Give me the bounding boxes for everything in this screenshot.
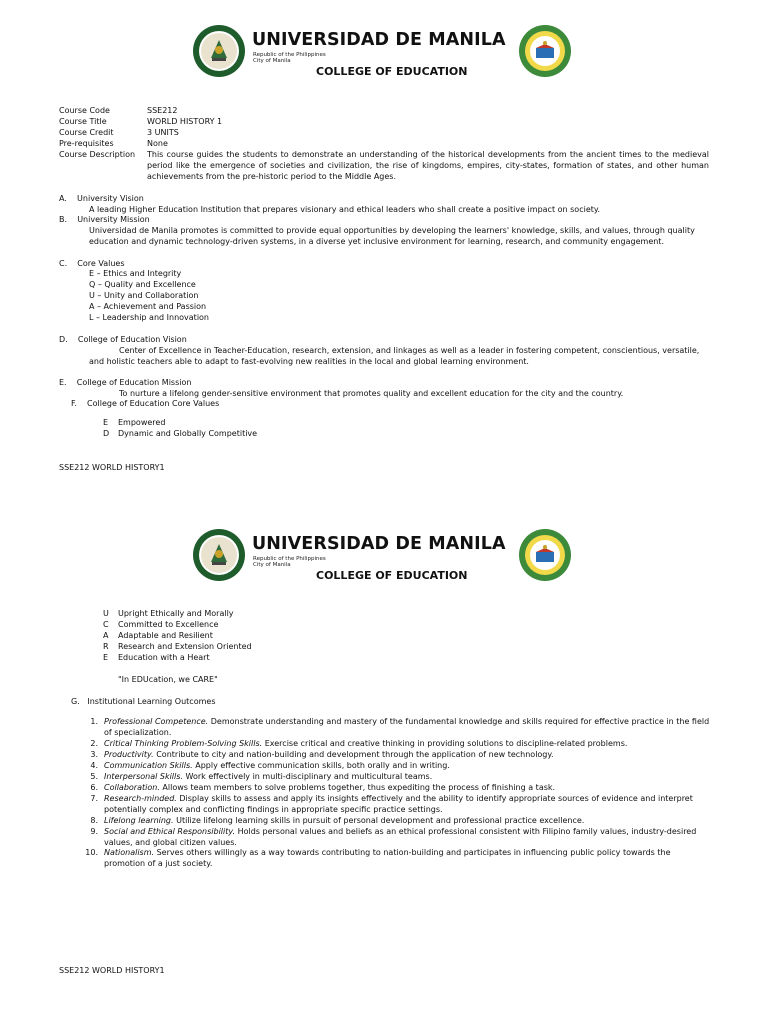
motto: "In EDUcation, we CARE" xyxy=(118,675,218,684)
ilo-description: Demonstrate understanding and mastery of the fundamental knowledge and skills required for effective practice in the field of specialization. xyxy=(104,717,710,737)
ilo-description: Utilize lifelong learning skills in pursuit of personal development and professional practice excellence. xyxy=(173,816,585,825)
ilo-description: Holds personal values and beliefs as an ethical professional consistent with Filipino family values, industry-desired values, and global citizen values. xyxy=(104,827,697,847)
core-value-item: Q – Quality and Excellence xyxy=(89,280,196,289)
college-seal-logo xyxy=(518,24,572,78)
core-value-item: L – Leadership and Innovation xyxy=(89,313,210,322)
course-credit-label: Course Credit xyxy=(59,128,114,137)
university-mission-text: Universidad de Manila promotes is committed to provide equal opportunities by developing the learners' knowledge, skills, and values, through quality education and dynamic technology-driven systems, in a diverse yet inclusive environment for learning, research, and community engagement. xyxy=(89,226,695,246)
course-description-label: Course Description xyxy=(59,150,136,159)
coe-core-letter: A xyxy=(103,631,109,640)
coe-core-text: Upright Ethically and Morally xyxy=(118,609,234,618)
page2-header xyxy=(190,528,580,588)
college-name: COLLEGE OF EDUCATION xyxy=(316,569,468,582)
coe-core-text: Education with a Heart xyxy=(118,653,210,662)
coe-core-letter: E xyxy=(103,418,109,427)
ilo-description: Contribute to city and nation-building and development through the application of new technology. xyxy=(153,750,554,759)
ilo-item xyxy=(104,717,710,738)
coe-core-text: Dynamic and Globally Competitive xyxy=(118,429,258,438)
coe-core-text: Committed to Excellence xyxy=(118,620,219,629)
ilo-heading: G. Institutional Learning Outcomes xyxy=(71,697,216,706)
coe-core-text: Adaptable and Resilient xyxy=(118,631,213,640)
university-mission-heading: B. University Mission xyxy=(59,215,150,224)
ilo-item xyxy=(104,761,710,772)
ilo-number: 2. xyxy=(90,739,98,748)
ilo-number: 6. xyxy=(90,783,98,792)
core-value-item: E – Ethics and Integrity xyxy=(89,269,182,278)
ilo-title: Critical Thinking Problem-Solving Skills. xyxy=(104,739,263,748)
ilo-title: Productivity. xyxy=(104,750,154,759)
ilo-description: Serves others willingly as a way towards contributing to nation-building and participates in influencing public policy towards the promotion of a just society. xyxy=(104,848,671,868)
ilo-number: 9. xyxy=(90,827,98,836)
ilo-number: 1. xyxy=(90,717,98,726)
ilo-description: Display skills to assess and apply its insights effectively and the ability to identify appropriate sources of evidence and interpret potentially complex and conflicting findings in appropriate specific practice settings. xyxy=(104,794,693,814)
university-name: UNIVERSIDAD DE MANILA xyxy=(252,30,506,50)
ilo-title: Lifelong learning. xyxy=(104,816,174,825)
page1-footer: SSE212 WORLD HISTORY1 xyxy=(59,463,165,472)
ilo-title: Research-minded. xyxy=(104,794,177,803)
college-seal-logo xyxy=(518,528,572,582)
ilo-item xyxy=(104,848,710,869)
course-credit-value: 3 UNITS xyxy=(147,128,179,137)
coe-core-letter: E xyxy=(103,653,109,662)
prerequisites-value: None xyxy=(147,139,168,148)
coe-core-letter: U xyxy=(103,609,109,618)
ilo-number: 10. xyxy=(85,848,98,857)
ilo-number: 4. xyxy=(90,761,98,770)
university-vision-text: A leading Higher Education Institution that prepares visionary and ethical leaders who shall create a positive impact on society. xyxy=(89,205,601,214)
ilo-item xyxy=(104,827,710,848)
ilo-title: Nationalism. xyxy=(104,848,155,857)
coe-core-letter: R xyxy=(103,642,109,651)
college-name: COLLEGE OF EDUCATION xyxy=(316,65,468,78)
university-name: UNIVERSIDAD DE MANILA xyxy=(252,534,506,554)
page1-header xyxy=(190,24,580,84)
city-text: City of Manila xyxy=(253,562,291,568)
page2-footer: SSE212 WORLD HISTORY1 xyxy=(59,966,165,975)
course-code-value: SSE212 xyxy=(147,106,178,115)
core-value-item: A – Achievement and Passion xyxy=(89,302,207,311)
ilo-item xyxy=(104,739,710,750)
university-seal-logo xyxy=(192,528,246,582)
core-values-heading: C. Core Values xyxy=(59,259,125,268)
course-description-value: This course guides the students to demonstrate an understanding of the historical developments from the ancient times to the medieval period like the emergence of societies and civilization, the rise of kingdoms, empires, city-states, formation of states, and other human achievements from the pre-historic period to the Middle Ages. xyxy=(147,150,709,181)
ilo-item xyxy=(104,783,710,794)
coe-core-letter: C xyxy=(103,620,109,629)
city-text: City of Manila xyxy=(253,58,291,64)
ilo-title: Professional Competence. xyxy=(104,717,209,726)
ilo-title: Interpersonal Skills. xyxy=(104,772,183,781)
ilo-description: Work effectively in multi-disciplinary and multicultural teams. xyxy=(182,772,433,781)
core-value-item: U – Unity and Collaboration xyxy=(89,291,199,300)
coe-core-text: Empowered xyxy=(118,418,166,427)
course-title-label: Course Title xyxy=(59,117,107,126)
course-code-label: Course Code xyxy=(59,106,110,115)
ilo-title: Communication Skills. xyxy=(104,761,193,770)
ilo-description: Allows team members to solve problems together, thus expediting the process of finishing a task. xyxy=(159,783,556,792)
republic-text: Republic of the Philippines xyxy=(253,52,326,58)
coe-mission-text: To nurture a lifelong gender-sensitive environment that promotes quality and excellent education for the city and the country. xyxy=(119,389,624,398)
coe-core-values-heading: F. College of Education Core Values xyxy=(71,399,220,408)
ilo-item xyxy=(104,794,710,815)
course-title-value: WORLD HISTORY 1 xyxy=(147,117,223,126)
ilo-item xyxy=(104,816,710,827)
ilo-item xyxy=(104,750,710,761)
ilo-description: Apply effective communication skills, both orally and in writing. xyxy=(192,761,450,770)
university-seal-logo xyxy=(192,24,246,78)
coe-vision-text: Center of Excellence in Teacher-Education, research, extension, and linkages as well as a leader in fostering competent, conscientious, versatile, and holistic teachers able to adapt to fast-evolving new realities in the local and global learning environment. xyxy=(89,346,700,366)
coe-core-text: Research and Extension Oriented xyxy=(118,642,252,651)
ilo-title: Collaboration. xyxy=(104,783,160,792)
ilo-number: 8. xyxy=(90,816,98,825)
ilo-number: 3. xyxy=(90,750,98,759)
prerequisites-label: Pre-requisites xyxy=(59,139,114,148)
ilo-number: 5. xyxy=(90,772,98,781)
coe-vision-heading: D. College of Education Vision xyxy=(59,335,187,344)
coe-core-letter: D xyxy=(103,429,110,438)
republic-text: Republic of the Philippines xyxy=(253,556,326,562)
coe-mission-heading: E. College of Education Mission xyxy=(59,378,192,387)
university-vision-heading: A. University Vision xyxy=(59,194,144,203)
ilo-number: 7. xyxy=(90,794,98,803)
ilo-item xyxy=(104,772,710,783)
ilo-description: Exercise critical and creative thinking in providing solutions to discipline-related problems. xyxy=(262,739,628,748)
ilo-title: Social and Ethical Responsibility. xyxy=(104,827,236,836)
